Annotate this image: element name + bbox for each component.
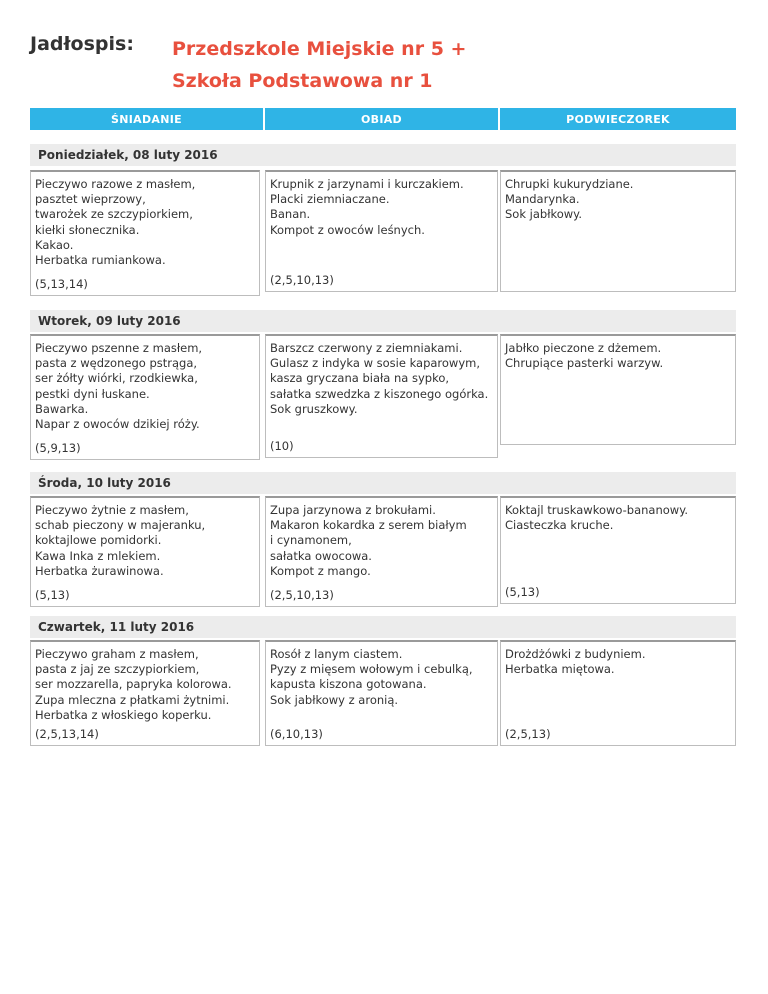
meal-line: Gulasz z indyka w sosie kaparowym, — [270, 356, 481, 371]
meal-line: Pieczywo pszenne z masłem, — [35, 341, 203, 355]
day-header: Czwartek, 11 luty 2016 — [30, 616, 736, 638]
allergen-codes: (6,10,13) — [270, 726, 323, 741]
meal-line: Herbatka miętowa. — [505, 662, 615, 677]
meal-line: Ciasteczka kruche. — [505, 518, 614, 533]
meal-line: Pieczywo żytnie z masłem, — [35, 503, 189, 517]
meal-line: kiełki słonecznika. — [35, 222, 140, 237]
meal-line: Chrupiące pasterki warzyw. — [505, 356, 664, 371]
meal-line: Chrupki kukurydziane. — [505, 177, 634, 191]
meal-line: Napar z owoców dzikiej róży. — [35, 417, 200, 432]
meal-line: pasztet wieprzowy, — [35, 192, 146, 207]
meal-cell-snack — [500, 640, 736, 746]
meal-line: kasza gryczana biała na sypko, — [270, 371, 450, 386]
meal-line: Pieczywo graham z masłem, — [35, 647, 199, 661]
column-header-snack: PODWIECZOREK — [500, 108, 736, 130]
meal-line: Kakao. — [35, 237, 74, 252]
meal-line: Jabłko pieczone z dżemem. — [505, 341, 662, 355]
meal-line: Kawa Inka z mlekiem. — [35, 548, 161, 563]
meal-description — [35, 647, 255, 723]
column-header-lunch: OBIAD — [265, 108, 498, 130]
meal-description — [505, 341, 731, 371]
meal-cell-lunch — [265, 640, 498, 746]
meal-description — [35, 177, 255, 268]
meal-line: Herbatka z włoskiego koperku. — [35, 707, 212, 722]
meal-cell-lunch — [265, 496, 498, 607]
meal-description — [270, 341, 493, 417]
allergen-codes: (5,13) — [505, 584, 540, 599]
allergen-codes: (2,5,10,13) — [270, 587, 334, 602]
meal-description — [505, 177, 731, 223]
allergen-codes: (2,5,13,14) — [35, 726, 99, 741]
meal-line: pasta z jaj ze szczypiorkiem, — [35, 662, 200, 677]
meal-line: sałatka szwedzka z kiszonego ogórka. — [270, 386, 489, 401]
day-header: Poniedziałek, 08 luty 2016 — [30, 144, 736, 166]
meal-line: koktajlowe pomidorki. — [35, 533, 162, 548]
meal-line: Mandarynka. — [505, 192, 580, 207]
allergen-codes: (5,9,13) — [35, 440, 81, 455]
meal-line: pestki dyni łuskane. — [35, 386, 150, 401]
meal-cell-lunch — [265, 334, 498, 458]
meal-line: i cynamonem, — [270, 533, 352, 548]
meal-line: ser żółty wiórki, rzodkiewka, — [35, 371, 198, 386]
meal-cell-breakfast — [30, 334, 260, 460]
meal-line: twarożek ze szczypiorkiem, — [35, 207, 193, 222]
meal-description — [505, 503, 731, 533]
meal-line: Pyzy z mięsem wołowym i cebulką, — [270, 662, 473, 677]
meal-cell-snack — [500, 496, 736, 604]
meal-cell-breakfast — [30, 496, 260, 607]
meal-line: Sok gruszkowy. — [270, 401, 358, 416]
meal-description — [270, 647, 493, 708]
meal-cell-breakfast — [30, 640, 260, 746]
meal-line: Drożdżówki z budyniem. — [505, 647, 646, 661]
allergen-codes: (10) — [270, 438, 294, 453]
meal-line: Koktajl truskawkowo-bananowy. — [505, 503, 689, 517]
day-header: Wtorek, 09 luty 2016 — [30, 310, 736, 332]
meal-line: Kompot z owoców leśnych. — [270, 222, 425, 237]
meal-line: Barszcz czerwony z ziemniakami. — [270, 341, 463, 355]
meal-cell-lunch — [265, 170, 498, 292]
meal-description — [35, 341, 255, 432]
meal-line: Kompot z mango. — [270, 563, 371, 578]
meal-line: Bawarka. — [35, 401, 89, 416]
allergen-codes: (5,13) — [35, 587, 70, 602]
meal-line: Sok jabłkowy. — [505, 207, 582, 222]
meal-description — [35, 503, 255, 579]
meal-line: Pieczywo razowe z masłem, — [35, 177, 196, 191]
allergen-codes: (2,5,13) — [505, 726, 551, 741]
meal-line: kapusta kiszona gotowana. — [270, 677, 427, 692]
meal-line: Herbatka rumiankowa. — [35, 253, 166, 268]
meal-line: Rosół z lanym ciastem. — [270, 647, 403, 661]
allergen-codes: (5,13,14) — [35, 276, 88, 291]
column-header-breakfast: ŚNIADANIE — [30, 108, 263, 130]
meal-line: Placki ziemniaczane. — [270, 192, 390, 207]
meal-line: sałatka owocowa. — [270, 548, 372, 563]
meal-line: Zupa jarzynowa z brokułami. — [270, 503, 436, 517]
menu-label: Jadłospis: — [30, 33, 134, 55]
meal-cell-breakfast — [30, 170, 260, 296]
day-header: Środa, 10 luty 2016 — [30, 472, 736, 494]
meal-description — [270, 503, 493, 579]
school-title: Przedszkole Miejskie nr 5 + Szkoła Podstawowa nr 1 — [172, 38, 467, 92]
meal-line: ser mozzarella, papryka kolorowa. — [35, 677, 232, 692]
meal-line: Krupnik z jarzynami i kurczakiem. — [270, 177, 464, 191]
meal-line: Banan. — [270, 207, 311, 222]
meal-cell-snack — [500, 334, 736, 445]
meal-line: Zupa mleczna z płatkami żytnimi. — [35, 692, 230, 707]
meal-line: pasta z wędzonego pstrąga, — [35, 356, 198, 371]
meal-cell-snack — [500, 170, 736, 292]
allergen-codes: (2,5,10,13) — [270, 272, 334, 287]
meal-description — [270, 177, 493, 238]
meal-line: schab pieczony w majeranku, — [35, 518, 206, 533]
meal-line: Herbatka żurawinowa. — [35, 563, 164, 578]
meal-description — [505, 647, 731, 677]
meal-line: Sok jabłkowy z aronią. — [270, 692, 399, 707]
meal-line: Makaron kokardka z serem białym — [270, 518, 467, 533]
